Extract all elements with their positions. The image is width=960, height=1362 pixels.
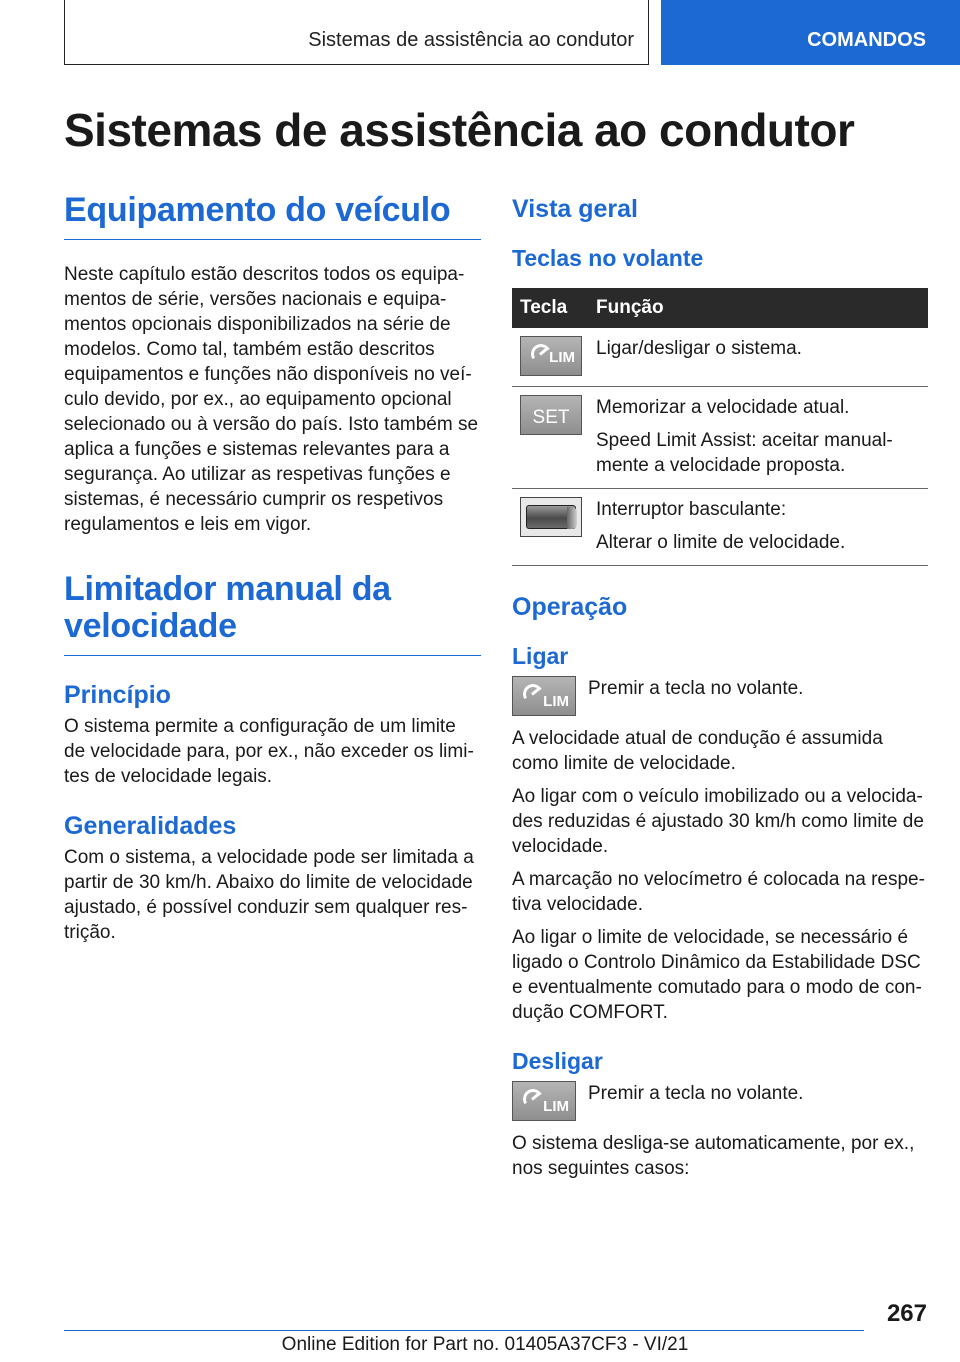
page-title: Sistemas de assistência ao condutor [64, 104, 855, 156]
on-paragraph: Ao ligar o limite de velocidade, se necessário é ligado o Controlo Dinâmico da Estabilidade DSC e eventualmente comutado para o modo de condução COMFORT. [512, 927, 922, 1023]
header-section-box [64, 0, 649, 65]
general-heading: Generalidades [64, 812, 237, 840]
header-chapter-label: COMANDOS [807, 29, 926, 51]
rocker-switch-icon [520, 497, 582, 537]
table-cell-text: Memorizar a velocidade atual. [596, 397, 850, 418]
equipment-text: Neste capítulo estão descritos todos os equipamentos de série, versões nacionais e equipamentos opcionais disponibilizados na série de modelos. Como tal, também estão descritos equipamentos e funções não disponíveis no veículo devido, por ex., ao equipamento opcional selecionado ou à versão do país. Isto também se aplica a funções e sistemas relevantes para a segurança. Ao utilizar as respetivas funções e sistemas, é necessário cumprir os respetivos regulamentos e leis em vigor. [64, 264, 479, 535]
set-button-icon: SET [520, 395, 582, 435]
header-section-title: Sistemas de assistência ao condutor [308, 29, 634, 51]
table-cell-text: Alterar o limite de velocidade. [596, 532, 846, 553]
keys-heading: Teclas no volante [512, 245, 704, 271]
on-paragraph: A velocidade atual de condução é assumida como limite de velocidade. [512, 728, 883, 774]
edition-text: Online Edition for Part no. 01405A37CF3 - VI/21 [281, 1334, 689, 1355]
right-column [512, 192, 928, 1181]
off-text: O sistema desliga-se automaticamente, por ex., nos seguintes casos: [512, 1133, 915, 1179]
table-header-function: Função [588, 288, 928, 328]
table-header-row [512, 288, 928, 328]
page-number: 267 [886, 1300, 927, 1327]
table-cell-text: Interruptor basculante: [596, 499, 787, 520]
lim-button-icon: LIM [520, 336, 582, 376]
on-paragraph: A marcação no velocímetro é colocada na respetiva velocidade. [512, 869, 925, 915]
left-column [64, 192, 481, 945]
table-row [512, 328, 928, 387]
table-cell-text: Ligar/desligar o sistema. [596, 338, 802, 359]
operation-heading: Operação [512, 593, 628, 621]
table-row [512, 489, 928, 566]
overview-heading: Vista geral [512, 195, 639, 223]
table-row [512, 387, 928, 489]
keys-table [512, 288, 928, 566]
principle-heading: Princípio [64, 681, 171, 709]
limiter-heading: Limitador manual da velocidade [64, 571, 481, 656]
principle-text: O sistema permite a configuração de um limite de velocidade para, por ex., não exceder os limites de velocidade legais. [64, 716, 474, 787]
general-text: Com o sistema, a velocidade pode ser limitada a partir de 30 km/h. Abaixo do limite de velocidade ajustado, é possível conduzir sem qualquer restrição. [64, 847, 474, 943]
header-chapter-tab[interactable] [661, 0, 960, 65]
table-cell-text: Speed Limit Assist: aceitar manualmente a velocidade proposta. [596, 430, 893, 476]
on-press-text: Premir a tecla no volante. [588, 678, 804, 699]
lim-button-icon: LIM [512, 676, 576, 716]
on-paragraph: Ao ligar com o veículo imobilizado ou a velocidades reduzidas é ajustado 30 km/h como limite de velocidade. [512, 786, 924, 857]
on-instruction [512, 676, 928, 716]
footer-divider [64, 1330, 864, 1331]
equipment-heading: Equipamento do veículo [64, 192, 481, 240]
table-header-key: Tecla [512, 288, 588, 328]
on-heading: Ligar [512, 643, 569, 669]
lim-button-icon: LIM [512, 1081, 576, 1121]
off-heading: Desligar [512, 1048, 603, 1074]
off-press-text: Premir a tecla no volante. [588, 1083, 804, 1104]
off-instruction [512, 1081, 928, 1121]
